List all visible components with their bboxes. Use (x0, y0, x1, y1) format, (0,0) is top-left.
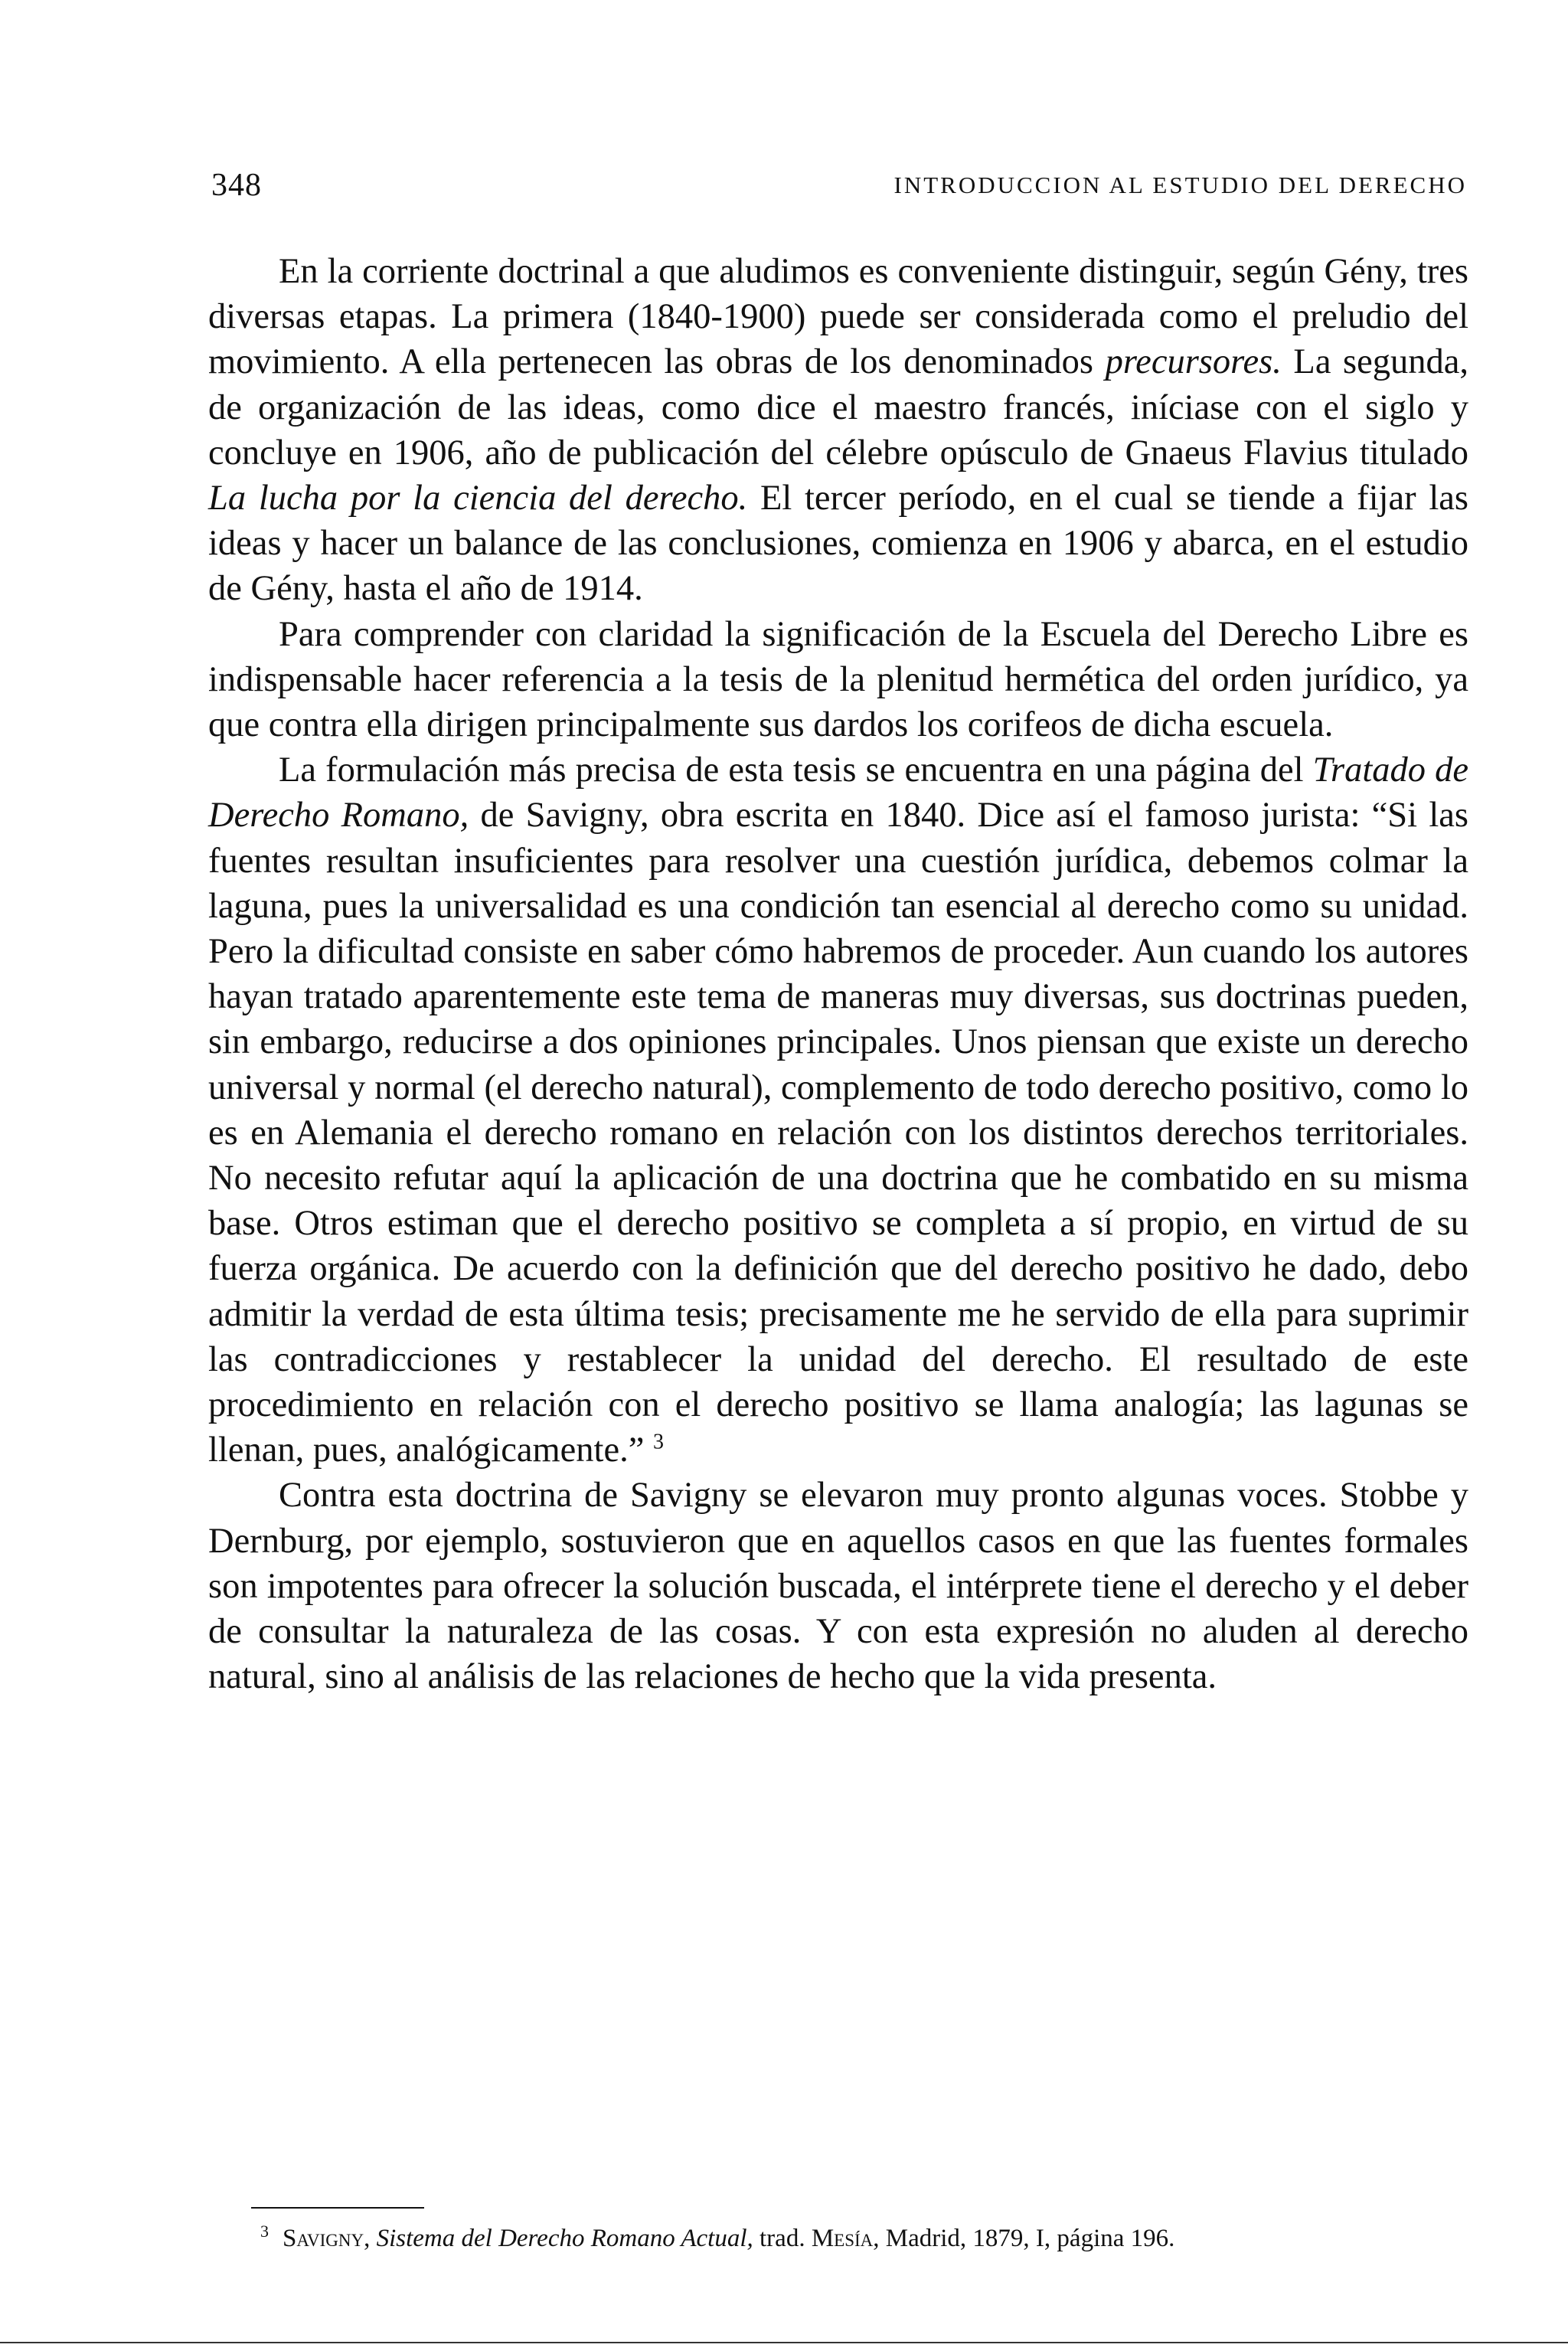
footnote-trad: trad. (760, 2225, 805, 2252)
paragraph-3 (208, 747, 1468, 1473)
paragraph-3-part-b: de Savigny, obra escrita en 1840. Dice así el famoso jurista: “Si las fuentes resultan insuficientes para resolver una cuestión jurídica, debemos colmar la laguna, pues la universalidad es una condición tan esencial al derecho como su unidad. Pero la dificultad consiste en saber cómo habremos de proceder. Aun cuando los autores hayan tratado aparentemente este tema de maneras muy diversas, sus doctrinas pueden, sin embargo, reducirse a dos opiniones principales. Unos piensan que existe un derecho universal y normal (el derecho natural), complemento de todo derecho positivo, como lo es en Alemania el derecho romano en relación con los distintos derechos territoriales. No necesito refutar aquí la aplicación de una doctrina que he combatido en su misma base. Otros estiman que el derecho positivo se completa a sí propio, en virtud de su fuerza orgánica. De acuerdo con la definición que del derecho positivo he dado, debo admitir la verdad de esta última tesis; precisamente me he servido de ella para suprimir las contradicciones y restablecer la unidad del derecho. El resultado de este procedimiento en relación con el derecho positivo se llama analogía; las lagunas se llenan, pues, analógicamente.” (208, 796, 1468, 1470)
running-title: INTRODUCCION AL ESTUDIO DEL DERECHO (893, 172, 1467, 198)
page-header (211, 167, 1467, 213)
italic-book-title: La lucha por la ciencia del derecho. (208, 479, 748, 518)
footnote: 3 Savigny, Sistema del Derecho Romano Actual, trad. Mesía, Madrid, 1879, I, página 196. (260, 2222, 1175, 2252)
footnote-translator: Mesía, (811, 2225, 880, 2252)
page-number: 348 (211, 168, 262, 203)
paragraph-2: Para comprender con claridad la significación de la Escuela del Derecho Libre es indispensable hacer referencia a la tesis de la plenitud hermética del orden jurídico, ya que contra ella dirigen principalmente sus dardos los corifeos de dicha escuela. (208, 614, 1468, 745)
footnote-divider (251, 2207, 424, 2209)
paragraph-4: Contra esta doctrina de Savigny se elevaron muy pronto algunas voces. Stobbe y Dernburg, por ejemplo, sostuvieron que en aquellos casos en que las fuentes formales son impotentes para ofrecer la solución buscada, el intérprete tiene el derecho y el deber de consultar la naturaleza de las cosas. Y con esta expresión no aluden al derecho natural, sino al análisis de las relaciones de hecho que la vida presenta. (208, 1476, 1468, 1697)
paragraph-1-part-a: En la corriente doctrinal a que aludimos es conveniente distinguir, según Gény, tres diversas etapas. La primera (1840-1900) puede ser considerada como el preludio del movimiento. A ella pertenecen las obras de los denominados (208, 252, 1468, 382)
paragraph-1 (208, 249, 1468, 612)
paragraph-1-part-c: El tercer período, en el cual se tiende a fijar las ideas y hacer un balance de las conclusiones, comienza en 1906 y abarca, en el estudio de Gény, hasta el año de 1914. (208, 479, 1468, 609)
italic-precursores: precursores. (1105, 342, 1282, 382)
body-text (208, 249, 1468, 1700)
paragraph-1-part-b: La segunda, de organización de las ideas, como dice el maestro francés, iníciase con el siglo y concluye en 1906, año de publicación del célebre opúsculo de Gnaeus Flavius titulado (208, 342, 1468, 472)
footnote-reference: 3 (653, 1430, 665, 1454)
paragraph-3-part-a: La formulación más precisa de esta tesis se encuentra en una página del (279, 750, 1313, 790)
italic-tratado-title: Tratado de Derecho Romano, (208, 750, 1469, 835)
footnote-rest: Madrid, 1879, I, página 196. (885, 2225, 1175, 2252)
scan-bottom-edge (0, 2342, 1568, 2343)
footnote-author: Savigny, (283, 2225, 371, 2252)
footnote-title: Sistema del Derecho Romano Actual, (376, 2225, 753, 2252)
